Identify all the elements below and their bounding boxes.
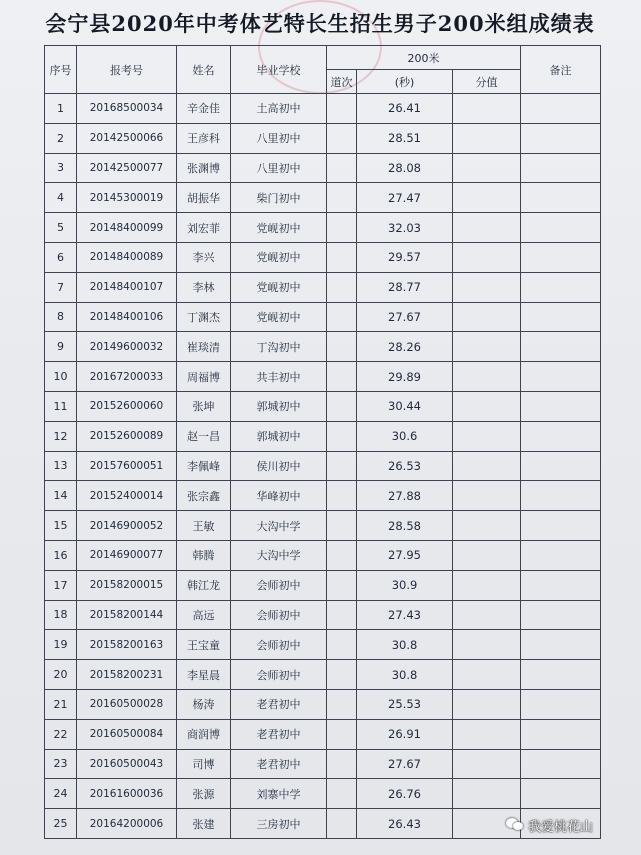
row-lane [327,123,357,153]
row-reg-no: 20142500077 [77,153,177,183]
row-school: 党岘初中 [231,272,327,302]
row-score [453,183,521,213]
row-lane [327,600,357,630]
row-lane [327,779,357,809]
row-lane [327,570,357,600]
row-note [521,779,601,809]
row-score [453,242,521,272]
row-name: 胡振华 [177,183,231,213]
row-lane [327,660,357,690]
row-time: 27.43 [357,600,453,630]
row-school: 郭城初中 [231,421,327,451]
row-index: 17 [45,570,77,600]
row-time: 26.91 [357,719,453,749]
row-score [453,481,521,511]
table-row [45,511,601,541]
row-reg-no: 20142500066 [77,123,177,153]
row-lane [327,421,357,451]
row-name: 李林 [177,272,231,302]
row-note [521,511,601,541]
header-note: 备注 [521,46,601,94]
row-time: 27.67 [357,749,453,779]
row-score [453,749,521,779]
row-name: 刘宏菲 [177,213,231,243]
row-index: 4 [45,183,77,213]
row-note [521,242,601,272]
row-index: 9 [45,332,77,362]
row-lane [327,749,357,779]
row-school: 大沟中学 [231,540,327,570]
table-row [45,451,601,481]
row-time: 29.89 [357,362,453,392]
table-row [45,391,601,421]
row-time: 29.57 [357,242,453,272]
row-index: 10 [45,362,77,392]
row-reg-no: 20160500084 [77,719,177,749]
results-table [44,45,601,839]
row-name: 周福博 [177,362,231,392]
row-lane [327,302,357,332]
row-lane [327,809,357,839]
row-school: 刘寨中学 [231,779,327,809]
row-score [453,123,521,153]
row-lane [327,242,357,272]
row-note [521,183,601,213]
row-school: 三房初中 [231,809,327,839]
row-name: 辛金佳 [177,94,231,124]
row-reg-no: 20160500043 [77,749,177,779]
table-row [45,94,601,124]
row-score [453,421,521,451]
row-name: 王敏 [177,511,231,541]
table-row [45,302,601,332]
row-reg-no: 20160500028 [77,689,177,719]
row-index: 5 [45,213,77,243]
row-index: 8 [45,302,77,332]
row-name: 韩腾 [177,540,231,570]
row-score [453,630,521,660]
row-school: 八里初中 [231,123,327,153]
row-name: 李星晨 [177,660,231,690]
row-name: 商润博 [177,719,231,749]
row-reg-no: 20158200231 [77,660,177,690]
table-row [45,242,601,272]
row-school: 柴门初中 [231,183,327,213]
table-row [45,332,601,362]
row-name: 张渊博 [177,153,231,183]
row-lane [327,630,357,660]
row-name: 张坤 [177,391,231,421]
row-note [521,660,601,690]
row-reg-no: 20161600036 [77,779,177,809]
table-row [45,153,601,183]
row-score [453,779,521,809]
row-school: 党岘初中 [231,213,327,243]
row-index: 22 [45,719,77,749]
table-row [45,570,601,600]
row-index: 16 [45,540,77,570]
table-row [45,630,601,660]
table-row [45,600,601,630]
row-name: 崔琰清 [177,332,231,362]
row-name: 王宝童 [177,630,231,660]
row-time: 27.67 [357,302,453,332]
row-score [453,540,521,570]
row-note [521,362,601,392]
row-reg-no: 20145300019 [77,183,177,213]
row-school: 华峰初中 [231,481,327,511]
row-reg-no: 20148400107 [77,272,177,302]
row-lane [327,391,357,421]
row-lane [327,153,357,183]
table-row [45,362,601,392]
row-time: 28.51 [357,123,453,153]
row-reg-no: 20157600051 [77,451,177,481]
row-score [453,391,521,421]
row-lane [327,94,357,124]
row-lane [327,540,357,570]
row-score [453,213,521,243]
table-row [45,272,601,302]
row-reg-no: 20152400014 [77,481,177,511]
row-note [521,749,601,779]
row-index: 25 [45,809,77,839]
row-note [521,391,601,421]
row-time: 30.9 [357,570,453,600]
row-lane [327,213,357,243]
header-index: 序号 [45,46,77,94]
row-note [521,213,601,243]
row-lane [327,481,357,511]
row-score [453,153,521,183]
row-score [453,600,521,630]
row-lane [327,183,357,213]
row-note [521,302,601,332]
row-lane [327,689,357,719]
header-name: 姓名 [177,46,231,94]
row-lane [327,451,357,481]
row-reg-no: 20158200144 [77,600,177,630]
row-time: 26.43 [357,809,453,839]
row-name: 高远 [177,600,231,630]
row-index: 20 [45,660,77,690]
row-name: 丁渊杰 [177,302,231,332]
row-reg-no: 20149600032 [77,332,177,362]
wechat-icon [506,818,524,832]
row-index: 6 [45,242,77,272]
row-index: 13 [45,451,77,481]
row-time: 32.03 [357,213,453,243]
row-index: 24 [45,779,77,809]
row-reg-no: 20167200033 [77,362,177,392]
row-score [453,302,521,332]
row-lane [327,362,357,392]
row-time: 26.41 [357,94,453,124]
row-note [521,123,601,153]
header-time: (秒) [357,70,453,94]
table-row [45,481,601,511]
row-index: 7 [45,272,77,302]
row-school: 党岘初中 [231,302,327,332]
row-school: 老君初中 [231,719,327,749]
row-lane [327,511,357,541]
row-reg-no: 20158200163 [77,630,177,660]
row-time: 27.95 [357,540,453,570]
row-school: 会师初中 [231,600,327,630]
header-lane: 道次 [327,70,357,94]
row-reg-no: 20168500034 [77,94,177,124]
table-row [45,421,601,451]
row-score [453,660,521,690]
row-name: 杨涛 [177,689,231,719]
row-reg-no: 20148400106 [77,302,177,332]
row-time: 26.76 [357,779,453,809]
row-score [453,511,521,541]
row-name: 张源 [177,779,231,809]
table-row [45,540,601,570]
row-school: 共丰初中 [231,362,327,392]
row-time: 30.44 [357,391,453,421]
row-name: 王彦科 [177,123,231,153]
header-school: 毕业学校 [231,46,327,94]
row-index: 12 [45,421,77,451]
table-row [45,749,601,779]
row-note [521,481,601,511]
row-reg-no: 20148400089 [77,242,177,272]
row-time: 27.47 [357,183,453,213]
table-row [45,779,601,809]
row-school: 党岘初中 [231,242,327,272]
results-body [45,94,601,839]
row-lane [327,332,357,362]
row-index: 21 [45,689,77,719]
row-note [521,570,601,600]
row-index: 23 [45,749,77,779]
row-time: 28.26 [357,332,453,362]
row-school: 会师初中 [231,660,327,690]
row-school: 八里初中 [231,153,327,183]
row-school: 老君初中 [231,689,327,719]
row-score [453,362,521,392]
row-name: 李佩峰 [177,451,231,481]
row-note [521,272,601,302]
row-school: 土高初中 [231,94,327,124]
row-index: 15 [45,511,77,541]
row-index: 19 [45,630,77,660]
row-score [453,570,521,600]
table-row [45,689,601,719]
row-time: 27.88 [357,481,453,511]
row-score [453,332,521,362]
row-time: 28.77 [357,272,453,302]
row-time: 30.8 [357,630,453,660]
table-row [45,660,601,690]
row-lane [327,272,357,302]
row-note [521,94,601,124]
watermark-text: 我爱桃花山 [528,819,594,835]
row-score [453,689,521,719]
row-score [453,719,521,749]
row-time: 25.53 [357,689,453,719]
row-note [521,630,601,660]
row-reg-no: 20148400099 [77,213,177,243]
row-index: 14 [45,481,77,511]
row-name: 韩江龙 [177,570,231,600]
row-reg-no: 20146900077 [77,540,177,570]
row-score [453,451,521,481]
watermark [506,815,593,835]
table-row [45,123,601,153]
row-index: 3 [45,153,77,183]
table-row [45,213,601,243]
row-index: 18 [45,600,77,630]
row-index: 2 [45,123,77,153]
document-title: 会宁县2020年中考体艺特长生招生男子200米组成绩表 [45,11,595,36]
row-school: 郭城初中 [231,391,327,421]
row-time: 28.58 [357,511,453,541]
row-school: 大沟中学 [231,511,327,541]
header-reg-no: 报考号 [77,46,177,94]
row-name: 赵一昌 [177,421,231,451]
row-note [521,153,601,183]
row-note [521,540,601,570]
row-score [453,94,521,124]
row-note [521,689,601,719]
row-time: 26.53 [357,451,453,481]
row-school: 会师初中 [231,570,327,600]
row-name: 李兴 [177,242,231,272]
row-time: 30.6 [357,421,453,451]
row-name: 司博 [177,749,231,779]
row-index: 1 [45,94,77,124]
row-reg-no: 20146900052 [77,511,177,541]
table-row [45,183,601,213]
header-score: 分值 [453,70,521,94]
row-lane [327,719,357,749]
row-name: 张建 [177,809,231,839]
row-time: 30.8 [357,660,453,690]
row-note [521,719,601,749]
row-note [521,451,601,481]
row-reg-no: 20158200015 [77,570,177,600]
header-event: 200米 [327,46,521,70]
row-index: 11 [45,391,77,421]
row-note [521,421,601,451]
row-note [521,332,601,362]
row-reg-no: 20164200006 [77,809,177,839]
table-row [45,719,601,749]
row-reg-no: 20152600089 [77,421,177,451]
row-school: 丁沟初中 [231,332,327,362]
row-reg-no: 20152600060 [77,391,177,421]
row-note [521,600,601,630]
row-score [453,272,521,302]
row-school: 老君初中 [231,749,327,779]
row-school: 侯川初中 [231,451,327,481]
row-name: 张宗鑫 [177,481,231,511]
row-time: 28.08 [357,153,453,183]
row-school: 会师初中 [231,630,327,660]
